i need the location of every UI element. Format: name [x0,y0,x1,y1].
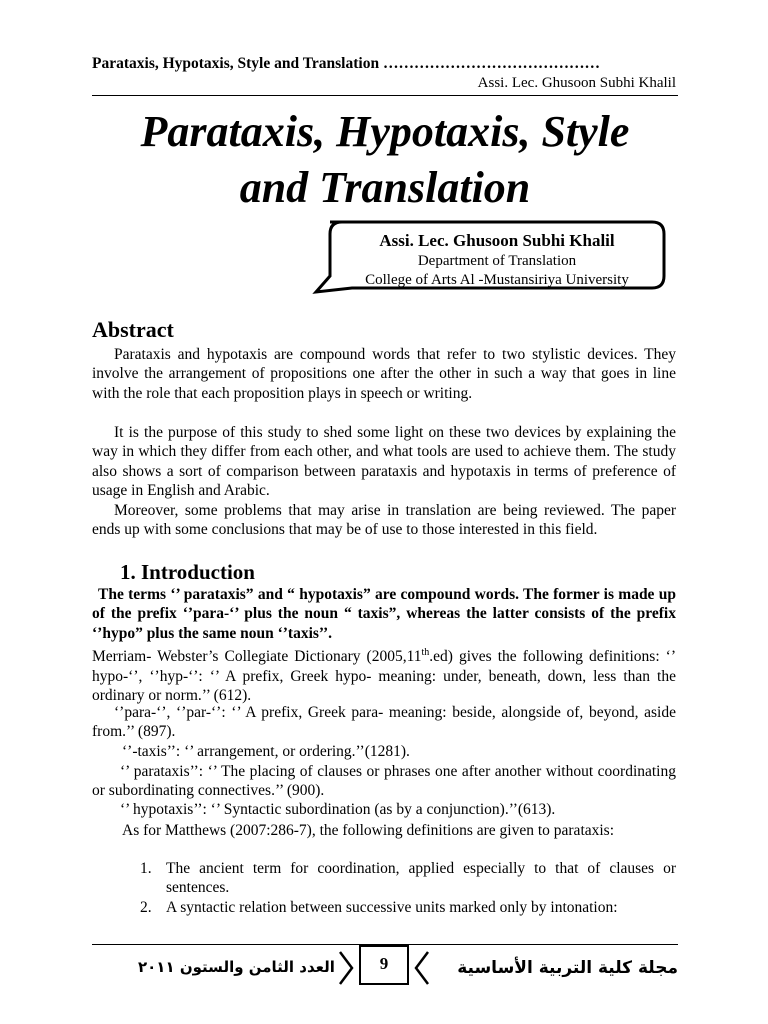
list-item-text: The ancient term for coordination, applied especially to that of clauses or sentences. [166,860,676,897]
author-department: Department of Translation [417,253,577,269]
definition-list [140,859,676,917]
list-item-number: 1. [140,860,152,877]
abstract-paragraph-2: It is the purpose of this study to shed some light on these two devices by explaining the way in which they differ from each other, and what tools are used to achieve them. The study also shows a sort of comparison between parataxis and hypotaxis in terms of preference of usage in English and Arabic. [92,424,676,500]
page-number-box [336,944,432,986]
intro-paragraph-4: ‘’-taxis’’: ‘’ arrangement, or ordering.’’(1281). [122,743,410,760]
running-title: Parataxis, Hypotaxis, Style and Translation …………………………………… [92,55,600,72]
page-number: 9 [379,954,389,973]
intro-paragraph-3: ‘’para-‘’, ‘’par-‘’: ‘’ A prefix, Greek para- meaning: beside, alongside of, beyond, aside from.’’ (897). [92,704,676,741]
running-author: Assi. Lec. Ghusoon Subhi Khalil [477,75,676,91]
paper-title [92,104,678,216]
intro-paragraph-1: The terms ‘’ parataxis” and “ hypotaxis” are compound words. The former is made up of the prefix ‘’para-‘’ plus the noun “ taxis”, whereas the latter consists of the prefix ‘’hypo” plus the same noun ‘’taxis’’. [92,586,676,642]
abstract-heading: Abstract [92,317,174,342]
list-item [140,898,676,917]
author-college: College of Arts Al -Mustansiriya University [365,272,629,288]
author-speech-bubble [312,216,672,296]
intro-paragraph-5: ‘’ parataxis’’: ‘’ The placing of clauses or phrases one after another without coordinating or subordinating connectives.’’ (900). [92,763,676,800]
title-line-1: Parataxis, Hypotaxis, Style [140,107,630,156]
introduction-heading: 1. Introduction [120,560,255,584]
intro-paragraph-2 [92,643,676,705]
title-line-2: and Translation [239,163,531,212]
intro-paragraph-7: As for Matthews (2007:286-7), the following definitions are given to parataxis: [122,822,615,839]
list-item-number: 2. [140,898,152,916]
superscript-th: th [421,647,430,658]
abstract-paragraph-3: Moreover, some problems that may arise in translation are being reviewed. The paper ends up with some conclusions that may be of use to those interested in this field. [92,502,676,539]
intro-paragraph-2-part-b: .ed) gives the following definitions: ‘’ hypo-‘’, ‘’hyp-‘’: ‘’ A prefix, Greek hypo- meaning: under, beneath, down, less than the ordinary or norm.’’ (612). [92,648,676,704]
abstract-paragraph-1: Parataxis and hypotaxis are compound words that refer to two stylistic devices. They involve the arrangement of propositions one after the other in such a way that goes in line with the role that each proposition plays in speech or writing. [92,346,676,402]
author-name: Assi. Lec. Ghusoon Subhi Khalil [379,231,615,250]
author-affiliation [330,230,664,290]
list-item-text: A syntactic relation between successive units marked only by intonation: [166,898,618,916]
list-item [140,859,676,898]
page-footer [92,944,678,994]
intro-paragraph-6: ‘’ hypotaxis’’: ‘’ Syntactic subordination (as by a conjunction).’’(613). [120,801,556,818]
journal-name: مجلة كلية التربية الأساسية [457,958,678,978]
header-rule [92,95,678,96]
issue-number: العدد الثامن والستون ٢٠١١ [138,958,335,976]
intro-paragraph-2-part-a: Merriam- Webster’s Collegiate Dictionary (2005,11 [92,648,422,666]
